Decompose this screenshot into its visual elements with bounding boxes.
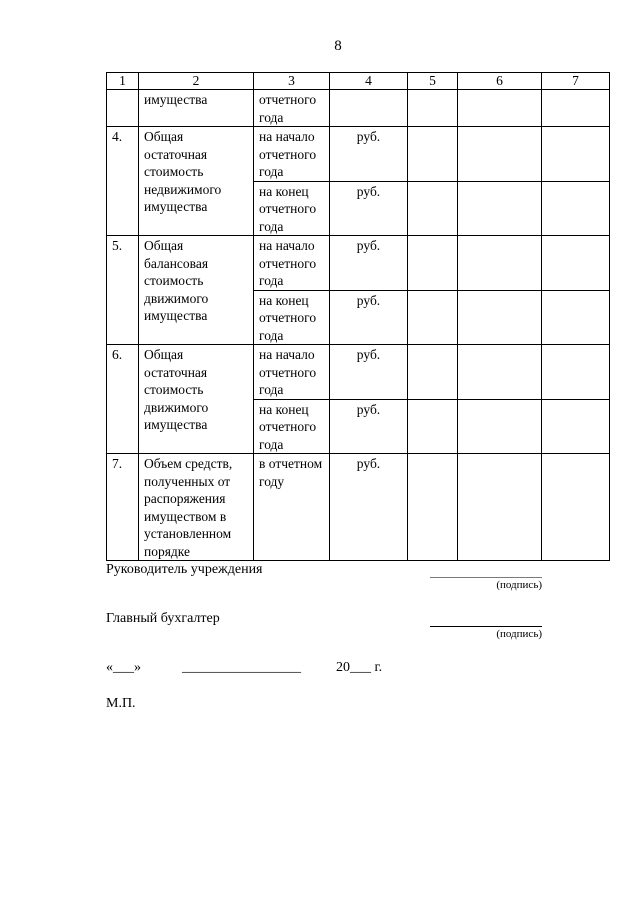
- accountant-signature-line: [430, 626, 542, 627]
- value-cell: [542, 345, 610, 400]
- unit-cell: руб.: [330, 236, 408, 291]
- stamp-label: М.П.: [106, 696, 136, 711]
- period-cell: в отчетном году: [254, 454, 330, 561]
- indicator-cell: Общая остаточная стоимость движимого имущества: [139, 345, 254, 454]
- value-cell: [458, 399, 542, 454]
- period-cell: на конец отчетного года: [254, 181, 330, 236]
- unit-cell: руб.: [330, 127, 408, 182]
- accountant-signature-label: Главный бухгалтер: [106, 611, 220, 626]
- column-header: 4: [330, 73, 408, 90]
- value-cell: [408, 127, 458, 182]
- row-number: 5.: [107, 236, 139, 345]
- value-cell: [458, 90, 542, 127]
- period-cell: отчетного года: [254, 90, 330, 127]
- date-day: «___»: [106, 660, 141, 675]
- unit-cell: [330, 90, 408, 127]
- value-cell: [542, 290, 610, 345]
- table-row: [107, 345, 610, 400]
- value-cell: [458, 181, 542, 236]
- period-cell: на начало отчетного года: [254, 236, 330, 291]
- period-cell: на конец отчетного года: [254, 290, 330, 345]
- value-cell: [408, 236, 458, 291]
- value-cell: [458, 236, 542, 291]
- head-signature-line: [430, 577, 542, 578]
- row-number: 6.: [107, 345, 139, 454]
- value-cell: [408, 90, 458, 127]
- value-cell: [458, 290, 542, 345]
- value-cell: [542, 127, 610, 182]
- value-cell: [542, 181, 610, 236]
- head-signature-caption: (подпись): [496, 579, 542, 591]
- indicator-cell: имущества: [139, 90, 254, 127]
- unit-cell: руб.: [330, 290, 408, 345]
- value-cell: [542, 90, 610, 127]
- value-cell: [542, 399, 610, 454]
- accountant-signature-caption: (подпись): [496, 628, 542, 640]
- column-header: 3: [254, 73, 330, 90]
- indicator-cell: Объем средств, полученных от распоряжения имуществом в установленном порядке: [139, 454, 254, 561]
- table-row: [107, 454, 610, 561]
- unit-cell: руб.: [330, 399, 408, 454]
- head-signature-label: Руководитель учреждения: [106, 562, 263, 577]
- date-year: 20___ г.: [336, 660, 383, 675]
- value-cell: [542, 454, 610, 561]
- row-number: 4.: [107, 127, 139, 236]
- value-cell: [458, 454, 542, 561]
- indicator-cell: Общая остаточная стоимость недвижимого имущества: [139, 127, 254, 236]
- value-cell: [408, 399, 458, 454]
- table-row: [107, 236, 610, 291]
- unit-cell: руб.: [330, 181, 408, 236]
- table-row: [107, 90, 610, 127]
- column-header: 1: [107, 73, 139, 90]
- value-cell: [408, 181, 458, 236]
- column-header: 6: [458, 73, 542, 90]
- value-cell: [458, 345, 542, 400]
- column-header: 5: [408, 73, 458, 90]
- column-header: 2: [139, 73, 254, 90]
- period-cell: на начало отчетного года: [254, 345, 330, 400]
- period-cell: на конец отчетного года: [254, 399, 330, 454]
- table-row: [107, 127, 610, 182]
- unit-cell: руб.: [330, 454, 408, 561]
- unit-cell: руб.: [330, 345, 408, 400]
- date-month: _________________: [182, 660, 301, 675]
- value-cell: [408, 345, 458, 400]
- value-cell: [408, 290, 458, 345]
- property-report-table: [106, 72, 610, 561]
- row-number: 7.: [107, 454, 139, 561]
- period-cell: на начало отчетного года: [254, 127, 330, 182]
- column-header: 7: [542, 73, 610, 90]
- row-number: [107, 90, 139, 127]
- table-header-row: [107, 73, 610, 90]
- page-number: 8: [334, 38, 342, 54]
- indicator-cell: Общая балансовая стоимость движимого имущества: [139, 236, 254, 345]
- value-cell: [408, 454, 458, 561]
- value-cell: [458, 127, 542, 182]
- value-cell: [542, 236, 610, 291]
- date-line: [106, 660, 506, 682]
